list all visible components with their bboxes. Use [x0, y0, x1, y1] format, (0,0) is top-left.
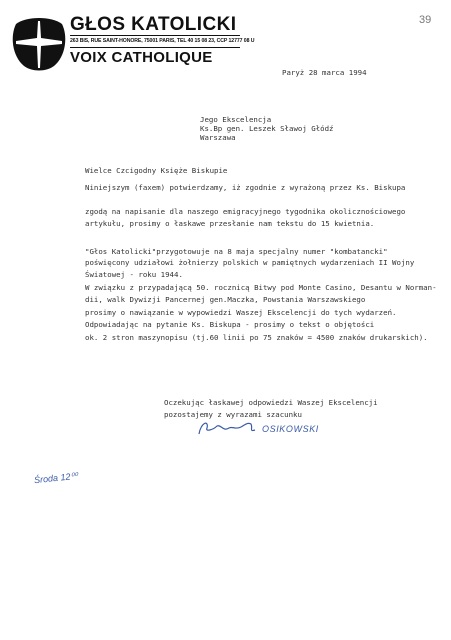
cross-logo-icon [10, 16, 68, 72]
paragraph-line: Niniejszym (faxem) potwierdzamy, iż zgodnie z wyrażoną przez Ks. Biskupa [85, 183, 406, 192]
signature-name: OSIKOWSKI [262, 424, 319, 434]
page-number: 39 [419, 14, 432, 26]
letterhead-name-pl: GŁOS KATOLICKI [70, 14, 237, 35]
handwritten-note: Środa 12⁰⁰ [33, 470, 79, 486]
letterhead-name-fr: VOIX CATHOLIQUE [70, 49, 213, 66]
closing-line: Oczekując łaskawej odpowiedzi Waszej Ekscelencji [164, 398, 378, 407]
paragraph-line: poświęcony udziałowi żołnierzy polskich w pamiętnych wydarzeniach II Wojny [85, 258, 415, 267]
closing-line: pozostajemy z wyrazami szacunku [164, 410, 302, 419]
paragraph-line: Światowej - roku 1944. [85, 270, 183, 279]
letterhead-address: 263 BIS, RUE SAINT-HONORE, 75001 PARIS, TEL 40 15 08 23, CCP 12777 08 U [70, 38, 255, 44]
paragraph-line: artykułu, prosimy o łaskawe przesłanie nam tekstu do 15 kwietnia. [85, 219, 375, 228]
recipient-line: Jego Ekscelencja [200, 115, 272, 124]
letterhead-divider-bottom [70, 47, 240, 48]
paragraph-line: Odpowiadając na pytanie Ks. Biskupa - prosimy o tekst o objętości [85, 320, 375, 329]
paragraph-line: zgodą na napisanie dla naszego emigracyjnego tygodnika okolicznościowego [85, 207, 406, 216]
paragraph-line: ok. 2 stron maszynopisu (tj.60 linii po 75 znaków = 4500 znaków drukarskich). [85, 333, 428, 342]
paragraph-line: prosimy o nawiązanie w wypowiedzi Waszej Ekscelencji do tych wydarzeń. [85, 308, 397, 317]
date-line: Paryż 28 marca 1994 [282, 68, 367, 77]
recipient-line: Ks.Bp gen. Leszek Sławoj Głódź [200, 124, 334, 133]
letterhead-divider-top [70, 35, 240, 36]
paragraph-line: W związku z przypadającą 50. rocznicą Bitwy pod Monte Casino, Desantu w Norman- [85, 283, 437, 292]
salutation: Wielce Czcigodny Księże Biskupie [85, 166, 228, 175]
recipient-line: Warszawa [200, 133, 236, 142]
paragraph-line: "Głos Katolicki"przygotowuje na 8 maja specjalny numer "kombatancki" [85, 247, 388, 256]
paragraph-line: dii, walk Dywizji Pancernej gen.Maczka, Powstania Warszawskiego [85, 295, 366, 304]
